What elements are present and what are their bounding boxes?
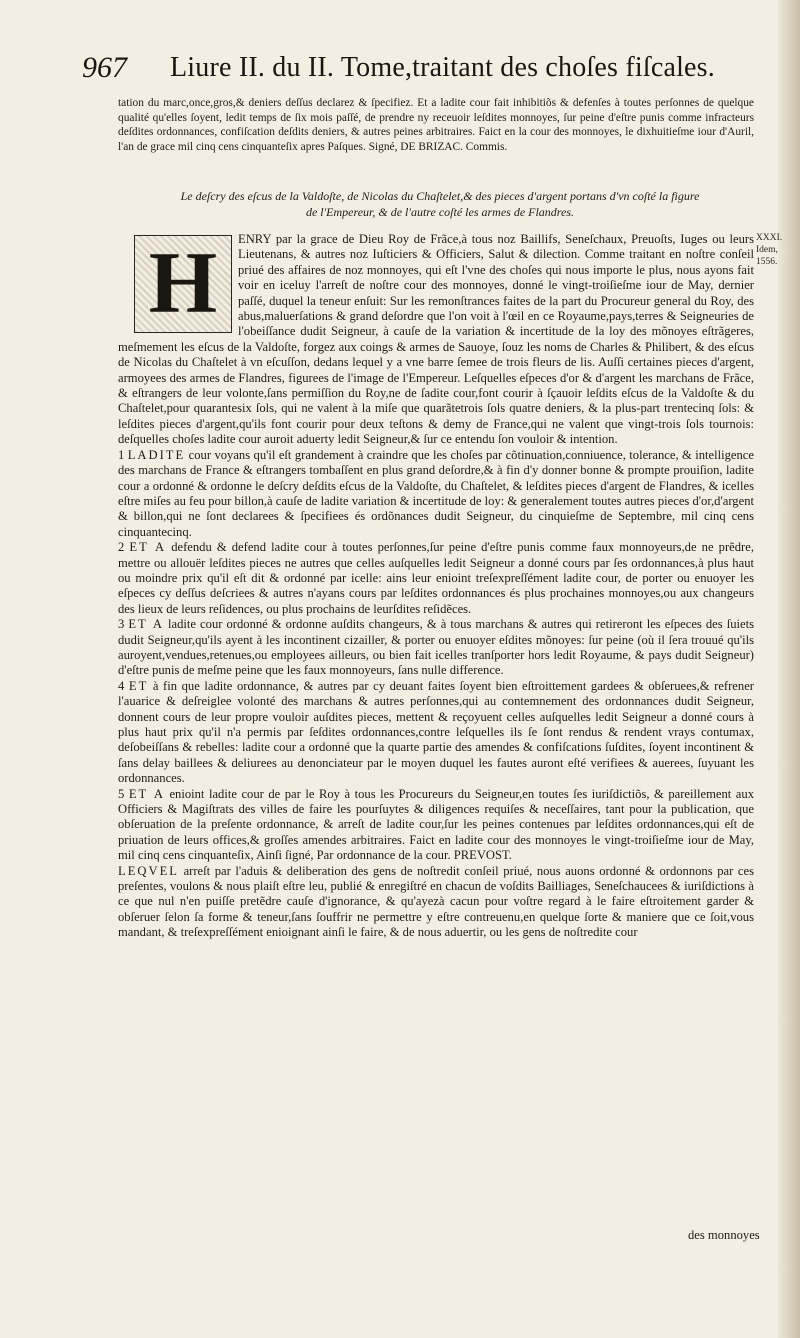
article-lead: LADITE <box>127 447 186 462</box>
margin-note: XXXI. Idem, 1556. <box>756 233 783 267</box>
article-5 <box>118 787 754 864</box>
opening-paragraph: ENRY par la grace de Dieu Roy de Frãce,à tous noz Baillifs, Seneſchaux, Preuoſts, Iuges ou leurs Lieutenans, & autres noz Iuſticiers & Officiers, Salut & dilection. Comme traitant en noſtre conſeil priué des affaires de noz monnoyes, qui eſt l'vne des choſes qui nous importe le plus, nous ayons fait voir en iceluy l'arreſt de noſtre cour des monnoyes, donné le vingt-troiſieſme iour de May, dernier paſſé, duquel la teneur enſuit: Sur les remonſtrances faites de la part du Procureur general du Roy, des abus,maluerſations & grand deſordre que l'on voit à l'œil en ce Royaume,pays,terres & Seigneuries de l'obeiſſance dudit Seigneur, à cauſe de la variation & incertitude de la loy des mõnoyes eſtrãgeres, meſmement les eſcus de la Valdoſte, forgez aux coings & armes de Sauoye, ſouz les noms de Charles & Philibert, & des eſcus de Nicolas du Chaſtelet à vn eſcuſſon, dedans lequel y a vne barre ſemee de trois fleurs de lis. Auſſi certaines pieces d'argent, armoyees des armes de Flandres, figurees de l'image de l'Empereur. Leſquelles eſpeces d'or & d'argent les marchans de Frãce, & eſtrangers de leur volonte,ſans permiſſion du Roy,ne de ſadite cour,font courir à ſçauoir leſdits eſcus de la Valdoſte & du Chaſtelet,pour quarantesix ſols, qui ne valent à la miſe que quarãtetrois ſols quatre deniers, & la plus-part trentecinq ſols: & leſdites pieces d'argent,qu'ils font courir pour deux teſtons & demy de France,qui ne valent que vingt-trois ſols tournois: deſquelles choſes ladite cour auroit aduerty ledit Seigneur,& ſur ce entendu ſon vouloir & intention. <box>118 232 754 447</box>
main-body <box>118 232 754 941</box>
article-2 <box>118 540 754 617</box>
closing-lead: LEQVEL <box>118 863 179 878</box>
article-3 <box>118 617 754 679</box>
section-heading-line-1: Le deſcry des eſcus de la Valdoſte, de Nicolas du Chaſtelet,& des pieces d'argent portans d'vn coſté la figure <box>180 189 700 203</box>
closing-text: arreſt par l'aduis & deliberation des gens de noſtredit conſeil priué, nous auons ordonné & ordonnons par ces preſentes, voulons & nous plaiſt eſtre leu, publié & enregiſtré en chacun de voſdits Bailliages, Seneſchaucees & iuriſdictions à ce que nul n'en puiſſe pretẽdre cauſe d'ignorance, & qu'ayezà cacun pour voſtre regard à le faire eſtroitement garder & obſeruer ſelon ſa forme & teneur,ſans ſouffrir ne permettre y eſtre contreuenu,en quelque ſorte & maniere que ce ſoit,vous mandant, & treſexpreſſément enioignant ainſi le faire, & de nous aduertir, ou les gens de noſtredite cour <box>118 863 754 940</box>
top-paragraph: tation du marc,once,gros,& deniers deſſus declarez & ſpecifiez. Et a ladite cour fait inhibitiõs & defenſes à toutes perſonnes de quelque qualité qu'elles ſoyent, ledit temps de ſix mois paſſé, de prendre ny receuoir leſdites monnoyes, ſur peine d'eſtre punis comme infracteurs deſdites ordonnances, confiſcation deſdits deniers, & autres peines arbitraires. Faict en la cour des monnoyes, le dixhuitieſme iour d'Auril, l'an de grace mil cinq cens cinquanteſix apres Paſques. Signé, DE BRIZAC. Commis. <box>118 97 754 153</box>
decorated-initial-letter: H <box>148 235 218 332</box>
article-lead: ET A <box>128 786 165 801</box>
section-heading <box>140 188 740 220</box>
article-lead: ET A <box>129 540 167 555</box>
article-number: 1 <box>118 447 125 462</box>
article-text: defendu & defend ladite cour à toutes perſonnes,ſur peine d'eſtre punis comme faux monnoyeurs,de ne prẽdre, mettre ou allouër leſdites pieces ne autres que celles auſquelles ledit Seigneur a donné cours par ſes ordonnances,à plus haut ou moindre prix qu'il eſt dit & ordonné par icelle: ains leur enioint treſexpreſſément ladite cour, de porter ou enuoyer les eſpeces cy deſſus deſcriees & autres n'ayans cours par leſdites ordonnances és plus prochaines monnoyes,ou aux changeurs des lieux de leurs reſidences, ou plus prochains de leurſdites reſidẽces. <box>118 540 754 616</box>
article-text: enioint ladite cour de par le Roy à tous les Procureurs du Seigneur,en toutes ſes iuriſdictiõs, & pareillement aux Officiers & Magiſtrats des villes de faire les pourſuytes & diligences requiſes & neceſſaires, tant pour la publication, que obſeruation de la preſente ordonnance, & arreſt de ladite cour,ſur les peines contenues par leſdites ordonnances,qui eſt de priuation de leurs offices,& groſſes amendes arbitraires. Faict en ladite cour des monnoyes le vingt-troiſieſme iour de May, mil cinq cens cinquanteſix, Ainſi ſigné, Par ordonnance de la cour. PREVOST. <box>118 786 754 863</box>
page-header <box>62 48 762 92</box>
running-title: Liure II. du II. Tome,traitant des choſes fiſcales. <box>170 52 715 83</box>
article-text: cour voyans qu'il eſt grandement à craindre que les choſes par cõtinuation,conniuence, tolerance, & intelligence des marchans de France & eſtrangers tombaſſent en plus grand deſordre,& à fin d'y donner bonne & prompte prouiſion, ladite cour a ordonné & ordonne le deſcry deſdits eſcus de la Valdoſte, du Chaſtelet, & leſdites pieces d'argent de Flandres, & icelles eſtre miſes au feu pour billon,à cauſe de ladite variation & incertitude de loy: & generalement toutes autres pieces d'or,d'argent & billon,qui ne ſont declarees & ſpecifiees és ordõnances dudit Seigneur, du cinquieſme de Septembre, mil cinq cens cinquantecinq. <box>118 447 754 539</box>
decorated-initial <box>134 235 232 333</box>
article-text: à fin que ladite ordonnance, & autres par cy deuant faites ſoyent bien eſtroittement gardees & obſeruees,& refrener l'auarice & deſreiglee volonté des marchans & autres perſonnes,qui au contemnement des ordonnances dudit Seigneur, donnent cours de leur propre vouloir auſdites pieces, mettent & reçoyuent celles auſquelles ledit Seigneur a donné cours à plus haut prix qu'il n'a permis par ſeſdites ordonnances,contre leſquelles ils ſe ſont rendus & rendent vrays contumax, deſobeiſſans & rebelles: ladite cour a ordonné que la quarte partie des amendes & confiſcations ſuſdites, ſoyent incontinent & ſans delay baillees & deliurees au denonciateur par le moyen duquel les fautes auront eſté verifiees & auerees, ſuyuant les ordonnances. <box>118 678 754 786</box>
page-edge <box>778 0 800 1338</box>
catchword: des monnoyes <box>688 1228 760 1242</box>
closing-paragraph <box>118 864 754 941</box>
article-number: 4 <box>118 678 125 693</box>
article-number: 5 <box>118 786 125 801</box>
section-heading-line-2: de l'Empereur, & de l'autre coſté les armes de Flandres. <box>305 205 575 219</box>
article-lead: ET <box>128 678 149 693</box>
article-number: 2 <box>118 540 125 555</box>
article-4 <box>118 679 754 787</box>
article-number: 3 <box>118 617 125 632</box>
folio-number: 967 <box>82 51 127 84</box>
article-1 <box>118 448 754 540</box>
article-lead: ET A <box>128 617 164 632</box>
article-text: ladite cour ordonné & ordonne auſdits changeurs, & à tous marchans & autres qui retireront les eſpeces des ſuiets dudit Seigneur,qu'ils ayent à les incontinent cizailler, & porter ou enuoyer eſdites mõnoyes: ſur peine (où il ſera trouué qu'ils auroyent,vendues,retenues,ou employees ailleurs, ou bien fait icelles tranſporter hors ledit Royaume, & pays dudit Seigneur) d'eſtre punis de meſme peine que les faux monnoyeurs, ſans nulle difference. <box>118 617 754 678</box>
